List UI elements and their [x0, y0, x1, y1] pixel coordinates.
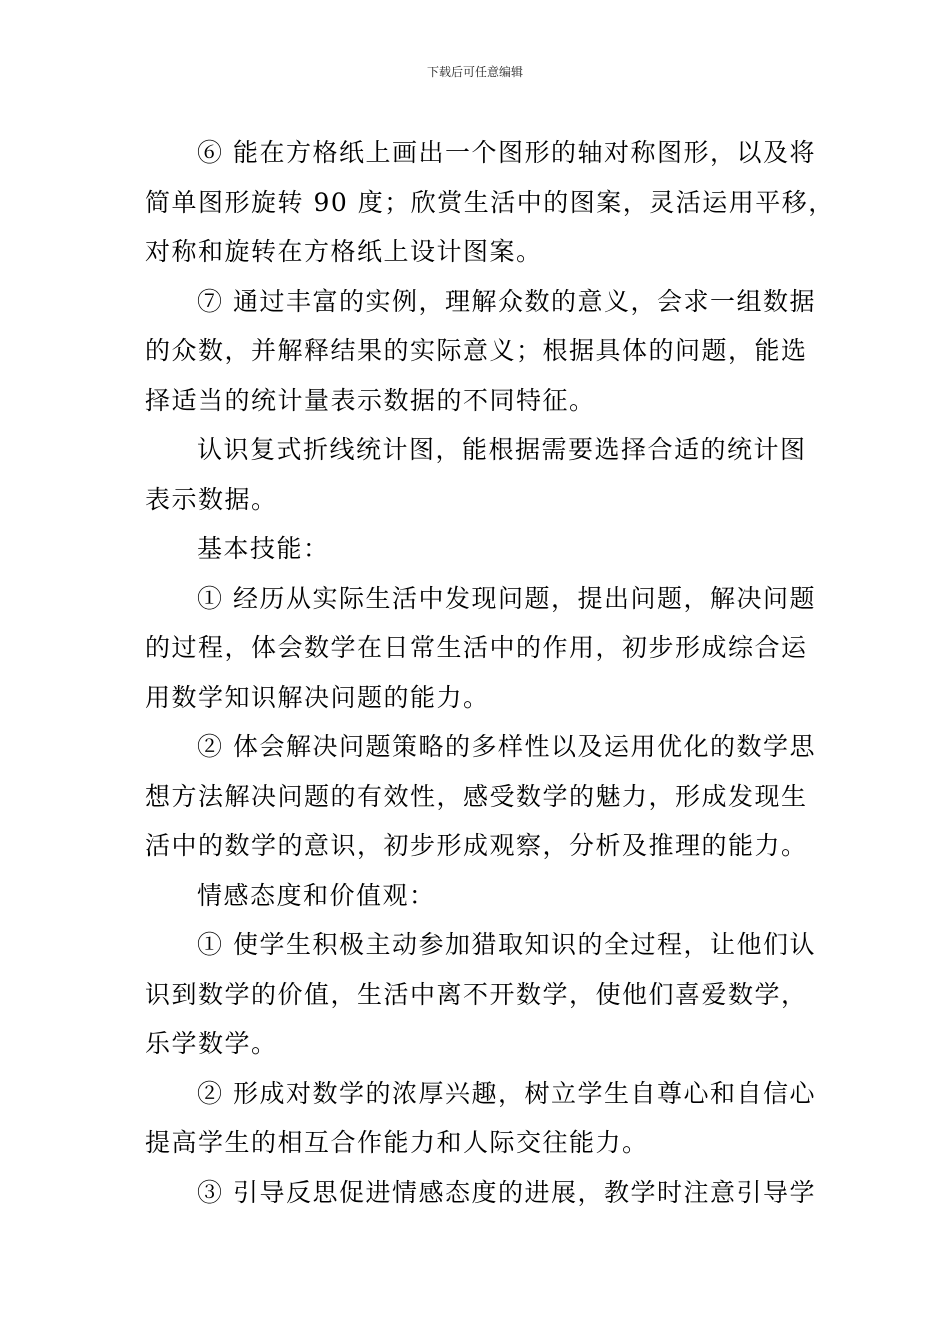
text-line: 择适当的统计量表示数据的不同特征。	[145, 385, 596, 415]
text-line: 简单图形旋转 90 度；欣赏生活中的图案，灵活运用平移，	[145, 187, 835, 217]
paragraph-item-6-axis-symmetry	[145, 128, 835, 277]
text-line: 基本技能：	[197, 534, 330, 563]
text-line: 表示数据。	[145, 484, 278, 514]
text-line: 的过程，体会数学在日常生活中的作用，初步形成综合运	[145, 633, 808, 662]
text-line: 想方法解决问题的有效性，感受数学的魅力，形成发现生	[145, 781, 808, 811]
page-header: 下载后可任意编辑	[426, 65, 523, 79]
text-line: 对称和旋转在方格纸上设计图案。	[145, 237, 543, 266]
text-line: ② 形成对数学的浓厚兴趣，树立学生自尊心和自信心	[197, 1078, 816, 1108]
paragraph-attitude-3	[145, 1168, 815, 1218]
text-line: 用数学知识解决问题的能力。	[145, 682, 490, 712]
text-line: ③ 引导反思促进情感态度的进展，教学时注意引导学	[197, 1177, 816, 1207]
text-line: 认识复式折线统计图，能根据需要选择合适的统计图	[197, 435, 807, 464]
text-line: ① 经历从实际生活中发现问题，提出问题，解决问题	[197, 583, 816, 613]
paragraph-skill-1	[145, 574, 815, 723]
paragraph-line-chart	[145, 425, 815, 524]
text-line: ⑦ 通过丰富的实例，理解众数的意义，会求一组数据	[197, 286, 816, 316]
text-line: ① 使学生积极主动参加猎取知识的全过程，让他们认	[197, 930, 816, 959]
paragraph-item-7-mode	[145, 277, 815, 426]
text-line: 活中的数学的意识，初步形成观察，分析及推理的能力。	[145, 831, 808, 860]
section-heading-basic-skills	[145, 524, 815, 574]
text-line: 乐学数学。	[145, 1029, 278, 1058]
text-line: 识到数学的价值，生活中离不开数学，使他们喜爱数学，	[145, 979, 808, 1009]
document-body	[145, 128, 835, 1217]
paragraph-skill-2	[145, 722, 815, 871]
text-line: 提高学生的相互合作能力和人际交往能力。	[145, 1128, 649, 1157]
text-line: ⑥ 能在方格纸上画出一个图形的轴对称图形，以及将	[197, 138, 816, 167]
section-heading-attitude-values	[145, 871, 815, 921]
text-line: 情感态度和价值观：	[197, 880, 436, 910]
paragraph-attitude-2	[145, 1069, 815, 1168]
paragraph-attitude-1	[145, 920, 815, 1069]
text-line: ② 体会解决问题策略的多样性以及运用优化的数学思	[197, 732, 816, 761]
text-line: 的众数，并解释结果的实际意义；根据具体的问题，能选	[145, 336, 808, 365]
